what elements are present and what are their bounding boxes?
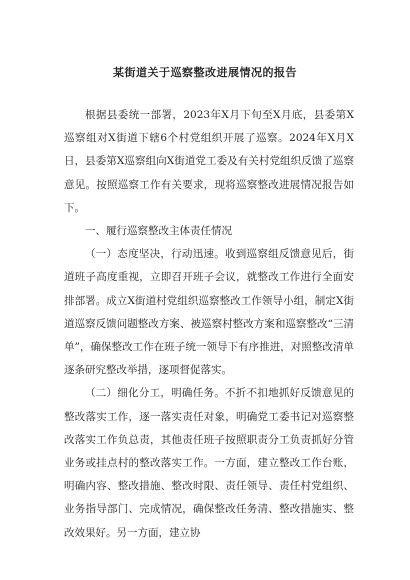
document-body [64,104,354,545]
body-paragraph: （一）态度坚决，行动迅速。收到巡察组反馈意见后，街道班子高度重视，立即召开班子会议，就整改工作进行全面安排部署。成立X街道村党组织巡察整改工作领导小组，制定X街道巡察反馈问题整改方案、被巡察村整改方案和巡察整改“三清单”，确保整改工作在班子统一领导下有序推进，对照整改清单逐条研究整改举措，逐项督促落实。 [64,248,354,377]
section-heading: 一、履行巡察整改主体责任情况 [85,225,232,238]
intro-paragraph: 根据县委统一部署，2023年X月下旬至X月底，县委第X巡察组对X街道下辖6个村党组织开展了巡察。2024年X月X日，县委第X巡察组向X街道党工委及有关村党组织反馈了巡察意见。按照巡察工作有关要求，现将巡察整改进展情况报告如下。 [64,109,354,214]
document-title: 某街道关于巡察整改进展情况的报告 [113,66,297,79]
body-paragraph: （二）细化分工，明确任务。不折不扣地抓好反馈意见的整改落实工作，逐一落实责任对象，明确党工委书记对巡察整改落实工作负总责，其他责任班子按照职责分工负责抓好分管业务或挂点村的整改落实工作。一方面，建立整改工作台账，明确内容、整改措施、整改时限、责任领导、责任村党组织、业务指导部门、完成情况，确保整改任务清、整改措施实、整改效果好。另一方面，建立协 [64,387,354,539]
